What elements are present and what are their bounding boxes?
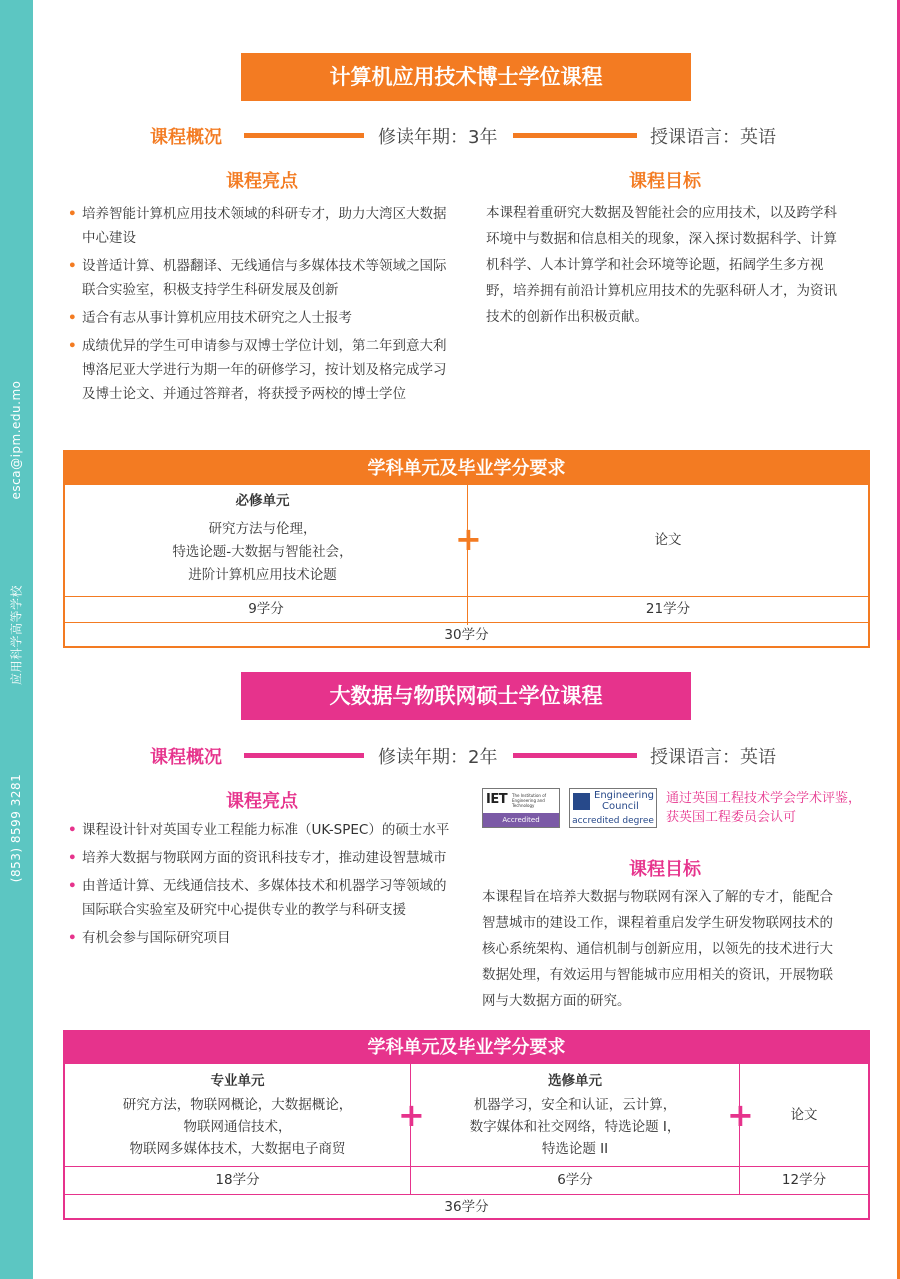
iet-logo: IET The Institution of Engineering and Technology Accredited Programme bbox=[482, 788, 560, 828]
course2-highlights-title: 课程亮点 bbox=[226, 791, 298, 812]
course1-overview bbox=[62, 121, 870, 151]
course1-goals: 本课程着重研究大数据及智能社会的应用技术，以及跨学科环境中与数据和信息相关的现象，深入探讨数据科学、计算机科学、人本计算学和社会环境等论题，拓阔学生多方视野，培养拥有前沿计算机应用技术的先驱科研人才，为资讯技术的创新作出积极贡献。 bbox=[486, 205, 837, 325]
course2-goals: 本课程旨在培养大数据与物联网有深入了解的专才，能配合智慧城市的建设工作，课程着重启发学生研发物联网技术的核心系统架构、通信机制与创新应用，以领先的技术进行大数据处理，有效运用与智能城市应用相关的资讯，开展物联网与大数据方面的研究。 bbox=[482, 889, 833, 1009]
list-item: • 有机会参与国际研究项目 bbox=[68, 930, 231, 946]
plus-icon: + bbox=[455, 520, 482, 558]
plus-icon: + bbox=[398, 1096, 425, 1134]
compulsory-line: 研究方法与伦理， bbox=[208, 521, 317, 537]
accreditation-text: 通过英国工程技术学会学术评鉴，获英国工程委员会认可 bbox=[666, 791, 862, 825]
duration: 修读年期：2年 bbox=[378, 747, 498, 768]
list-item: • 适合有志从事计算机应用技术研究之人士报考 bbox=[68, 310, 352, 326]
overview-line bbox=[244, 133, 364, 138]
credits-cell: 18学分 bbox=[215, 1172, 260, 1188]
course1-goals-title: 课程目标 bbox=[629, 171, 701, 192]
credits-cell: 21学分 bbox=[645, 601, 691, 617]
course2-credits-table bbox=[63, 1030, 870, 1220]
list-item: • 课程设计针对英国专业工程能力标准（UK-SPEC）的硕士水平 bbox=[68, 822, 450, 838]
specialized-line: 研究方法，物联网概论，大数据概论， bbox=[122, 1097, 353, 1113]
elective-line: 数字媒体和社交网络，特选论题 I， bbox=[469, 1119, 681, 1135]
elective-line: 特选论题 II bbox=[541, 1141, 609, 1157]
sidebar-email: esca@ipm.edu.mo bbox=[9, 380, 23, 500]
sidebar-school: 应用科学高等学校 bbox=[9, 584, 24, 686]
list-item: • 培养大数据与物联网方面的资讯科技专才，推动建设智慧城市 bbox=[68, 850, 447, 866]
course2-overview bbox=[62, 741, 870, 771]
course2-highlights bbox=[68, 818, 453, 954]
elective-line: 机器学习，安全和认证，云计算， bbox=[473, 1097, 677, 1113]
overview-line bbox=[244, 753, 364, 758]
course2-title: 大数据与物联网硕士学位课程 bbox=[241, 672, 691, 720]
overview-line bbox=[513, 133, 637, 138]
divider bbox=[65, 1194, 868, 1195]
credits-cell: 9学分 bbox=[248, 601, 284, 617]
course1-highlights bbox=[68, 202, 453, 410]
course1-highlights-title: 课程亮点 bbox=[226, 171, 298, 192]
thesis-cell: 论文 bbox=[654, 532, 682, 548]
divider bbox=[65, 596, 868, 597]
sidebar-phone: (853) 8599 3281 bbox=[9, 773, 23, 883]
credits-cell: 6学分 bbox=[557, 1172, 593, 1188]
language: 授课语言：英语 bbox=[650, 747, 776, 768]
specialized-line: 物联网通信技术， bbox=[183, 1119, 292, 1135]
credits-cell: 12学分 bbox=[781, 1172, 827, 1188]
overview-label: 课程概况 bbox=[150, 747, 222, 768]
table-title: 学科单元及毕业学分要求 bbox=[65, 1032, 868, 1064]
total-credits: 30学分 bbox=[444, 627, 489, 643]
overview-label: 课程概况 bbox=[150, 127, 222, 148]
specialized-line: 物联网多媒体技术，大数据电子商贸 bbox=[129, 1141, 346, 1157]
course1-title: 计算机应用技术博士学位课程 bbox=[241, 53, 691, 101]
engineering-council-logo: Engineering Council accredited degree bbox=[569, 788, 657, 828]
compulsory-line: 特选论题-大数据与智能社会， bbox=[172, 544, 353, 560]
elective-head: 选修单元 bbox=[548, 1073, 602, 1089]
list-item: • 成绩优异的学生可申请参与双博士学位计划，第二年到意大利博洛尼亚大学进行为期一年的研修学习，按计划及格完成学习及博士论文、并通过答辩者，将获授予两校的博士学位 bbox=[68, 338, 447, 402]
list-item: • 设普适计算、机器翻译、无线通信与多媒体技术等领域之国际联合实验室，积极支持学生科研发展及创新 bbox=[68, 258, 447, 298]
ec-square-icon bbox=[573, 793, 590, 810]
table-title: 学科单元及毕业学分要求 bbox=[65, 452, 868, 485]
compulsory-line: 进阶计算机应用技术论题 bbox=[188, 567, 337, 583]
duration: 修读年期：3年 bbox=[378, 127, 498, 148]
language: 授课语言：英语 bbox=[650, 127, 776, 148]
overview-line bbox=[513, 753, 637, 758]
plus-icon: + bbox=[727, 1096, 754, 1134]
specialized-head: 专业单元 bbox=[210, 1073, 265, 1089]
divider bbox=[65, 622, 868, 623]
course1-credits-table bbox=[63, 450, 870, 648]
list-item: • 由普适计算、无线通信技术、多媒体技术和机器学习等领域的国际联合实验室及研究中心提供专业的教学与科研支援 bbox=[68, 878, 447, 918]
course2-goals-title: 课程目标 bbox=[629, 859, 701, 880]
compulsory-head: 必修单元 bbox=[235, 493, 290, 509]
list-item: • 培养智能计算机应用技术领域的科研专才，助力大湾区大数据中心建设 bbox=[68, 206, 447, 246]
divider bbox=[65, 1166, 868, 1167]
total-credits: 36学分 bbox=[444, 1199, 489, 1215]
thesis-cell: 论文 bbox=[790, 1107, 818, 1123]
